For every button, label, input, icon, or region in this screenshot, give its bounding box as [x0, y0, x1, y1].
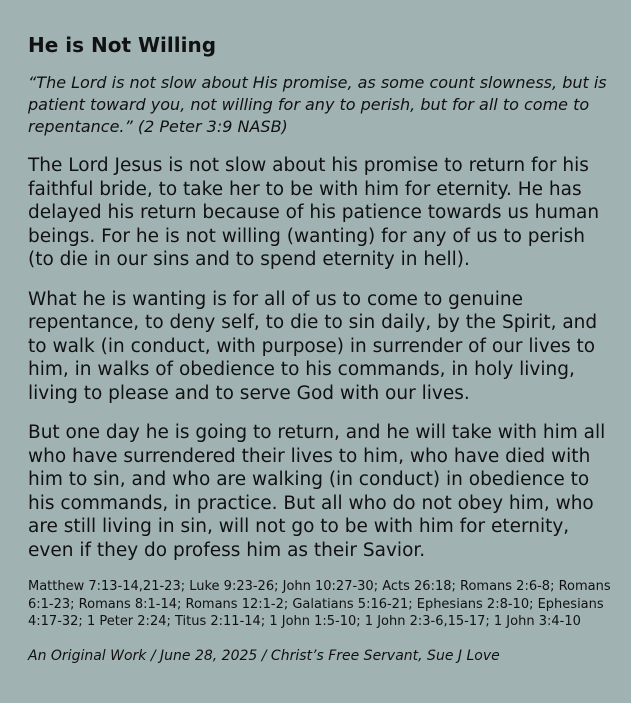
scripture-references: Matthew 7:13-14,21-23; Luke 9:23-26; John 10:27-30; Acts 26:18; Romans 2:6-8; Romans 6:1-23; Romans 8:1-14; Romans 12:1-2; Galatians 5:16-21; Ephesians 2:8-10; Ephesians 4:17-32; 1 Peter 2:24; Titus 2:11-14; 1 John 1:5-10; 1 John 2:3-6,15-17; 1 John 3:4-10 [28, 579, 611, 629]
scripture-quote: “The Lord is not slow about His promise, as some count slowness, but is patient toward you, not willing for any to perish, but for all to come to repentance.” (2 Peter 3:9 NASB) [28, 73, 607, 136]
paragraph-2: What he is wanting is for all of us to come to genuine repentance, to deny self, to die to sin daily, by the Spirit, and to walk (in conduct, with purpose) in surrender of our lives to him, in walks of obedience to his commands, in holy living, living to please and to serve God with our lives. [28, 288, 598, 404]
page-title: He is Not Willing [28, 33, 217, 57]
paragraph-3: But one day he is going to return, and he will take with him all who have surrendered their lives to him, who have died with him to sin, and who are walking (in conduct) in obedience to his commands, in practice. But all who do not obey him, who are still living in sin, will not go to be with him for eternity, even if they do profess him as their Savior. [28, 422, 606, 561]
footer-credit: An Original Work / June 28, 2025 / Christ’s Free Servant, Sue J Love [28, 647, 500, 664]
paragraph-1: The Lord Jesus is not slow about his promise to return for his faithful bride, to take her to be with him for eternity. He has delayed his return because of his patience towards us human beings. For he is not willing (wanting) for any of us to perish (to die in our sins and to spend eternity in hell). [28, 155, 600, 270]
